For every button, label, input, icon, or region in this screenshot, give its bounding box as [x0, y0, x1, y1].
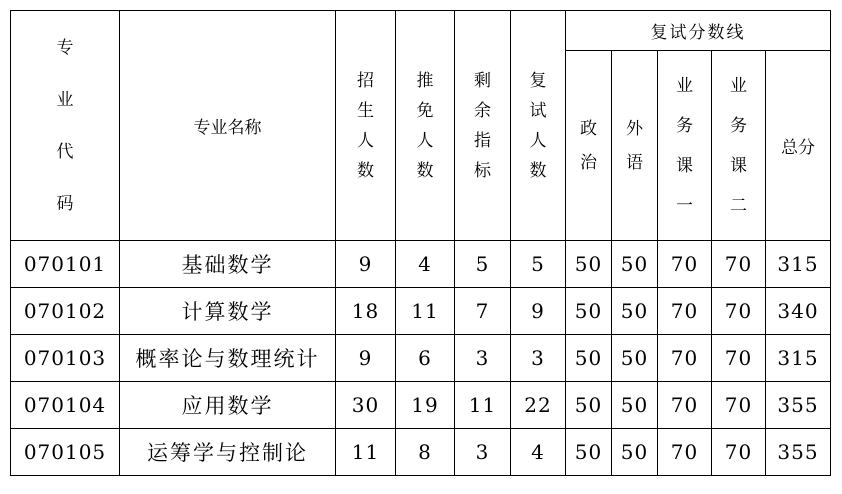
cell-exempt: 8: [396, 429, 455, 476]
header-char: 人: [529, 130, 547, 151]
header-char: 业: [730, 75, 747, 96]
header-char: 数: [529, 160, 547, 181]
cell-remaining: 3: [455, 335, 511, 382]
cell-code: 070104: [11, 382, 120, 429]
cell-politics: 50: [566, 429, 612, 476]
header-retest-count: [511, 11, 566, 241]
cell-remaining: 11: [455, 382, 511, 429]
cell-course2: 70: [712, 335, 766, 382]
header-course1: [658, 51, 712, 241]
cell-total: 340: [766, 288, 831, 335]
header-remaining: [455, 11, 511, 241]
cell-course1: 70: [658, 335, 712, 382]
header-char: 免: [416, 100, 434, 121]
cell-course2: 70: [712, 288, 766, 335]
header-char: 业: [56, 89, 74, 110]
table-row: [11, 382, 831, 429]
cell-exempt: 19: [396, 382, 455, 429]
header-foreign: [612, 51, 658, 241]
cell-total: 315: [766, 241, 831, 288]
header-char: 课: [676, 155, 693, 176]
header-char: 业: [676, 75, 693, 96]
cell-foreign: 50: [612, 382, 658, 429]
cell-code: 070103: [11, 335, 120, 382]
cell-exempt: 6: [396, 335, 455, 382]
header-name: 专业名称: [120, 11, 336, 241]
cell-politics: 50: [566, 288, 612, 335]
cell-enroll: 11: [336, 429, 396, 476]
header-char: 治: [580, 152, 597, 173]
header-char: 码: [56, 193, 74, 214]
header-enroll: [336, 11, 396, 241]
cell-remaining: 7: [455, 288, 511, 335]
header-char: 务: [676, 115, 693, 136]
header-exempt: [396, 11, 455, 241]
cell-foreign: 50: [612, 288, 658, 335]
cell-politics: 50: [566, 241, 612, 288]
cell-total: 355: [766, 429, 831, 476]
cell-course2: 70: [712, 241, 766, 288]
cell-retest: 5: [511, 241, 566, 288]
cell-enroll: 30: [336, 382, 396, 429]
cell-course1: 70: [658, 288, 712, 335]
header-total: 总分: [766, 51, 831, 241]
header-code: [11, 11, 120, 241]
cell-total: 355: [766, 382, 831, 429]
cell-remaining: 5: [455, 241, 511, 288]
header-char: 外: [626, 118, 643, 139]
admission-table: [10, 10, 831, 476]
cell-enroll: 9: [336, 241, 396, 288]
header-char: 课: [730, 155, 747, 176]
header-char: 一: [676, 195, 693, 216]
cell-foreign: 50: [612, 335, 658, 382]
cell-course1: 70: [658, 241, 712, 288]
header-char: 人: [416, 130, 434, 151]
cell-foreign: 50: [612, 241, 658, 288]
header-char: 推: [416, 70, 434, 91]
header-politics: [566, 51, 612, 241]
cell-exempt: 4: [396, 241, 455, 288]
cell-name: 应用数学: [120, 382, 336, 429]
header-char: 生: [357, 100, 374, 121]
cell-name: 基础数学: [120, 241, 336, 288]
cell-remaining: 3: [455, 429, 511, 476]
cell-code: 070105: [11, 429, 120, 476]
cell-politics: 50: [566, 382, 612, 429]
header-char: 标: [474, 160, 491, 181]
cell-retest: 4: [511, 429, 566, 476]
header-char: 试: [529, 100, 547, 121]
header-char: 剩: [474, 70, 491, 91]
header-char: 代: [56, 141, 74, 162]
cell-code: 070102: [11, 288, 120, 335]
cell-enroll: 18: [336, 288, 396, 335]
cell-politics: 50: [566, 335, 612, 382]
table-row: [11, 241, 831, 288]
header-char: 数: [416, 160, 434, 181]
cell-name: 运筹学与控制论: [120, 429, 336, 476]
cell-course1: 70: [658, 382, 712, 429]
header-char: 务: [730, 115, 747, 136]
cell-retest: 22: [511, 382, 566, 429]
cell-name: 计算数学: [120, 288, 336, 335]
cell-exempt: 11: [396, 288, 455, 335]
cell-foreign: 50: [612, 429, 658, 476]
cell-course2: 70: [712, 429, 766, 476]
cell-course2: 70: [712, 382, 766, 429]
table-row: [11, 335, 831, 382]
header-char: 专: [56, 37, 74, 58]
cell-course1: 70: [658, 429, 712, 476]
cell-enroll: 9: [336, 335, 396, 382]
header-course2: [712, 51, 766, 241]
cell-retest: 3: [511, 335, 566, 382]
header-char: 二: [730, 195, 747, 216]
table-row: [11, 288, 831, 335]
header-char: 数: [357, 160, 374, 181]
header-char: 复: [529, 70, 547, 91]
header-char: 人: [357, 130, 374, 151]
header-char: 余: [474, 100, 491, 121]
header-char: 语: [626, 152, 643, 173]
header-score-line: 复试分数线: [566, 11, 831, 51]
header-char: 政: [580, 118, 597, 139]
table-row: [11, 429, 831, 476]
cell-total: 315: [766, 335, 831, 382]
header-char: 招: [357, 70, 374, 91]
cell-code: 070101: [11, 241, 120, 288]
cell-name: 概率论与数理统计: [120, 335, 336, 382]
cell-retest: 9: [511, 288, 566, 335]
header-char: 指: [474, 130, 491, 151]
